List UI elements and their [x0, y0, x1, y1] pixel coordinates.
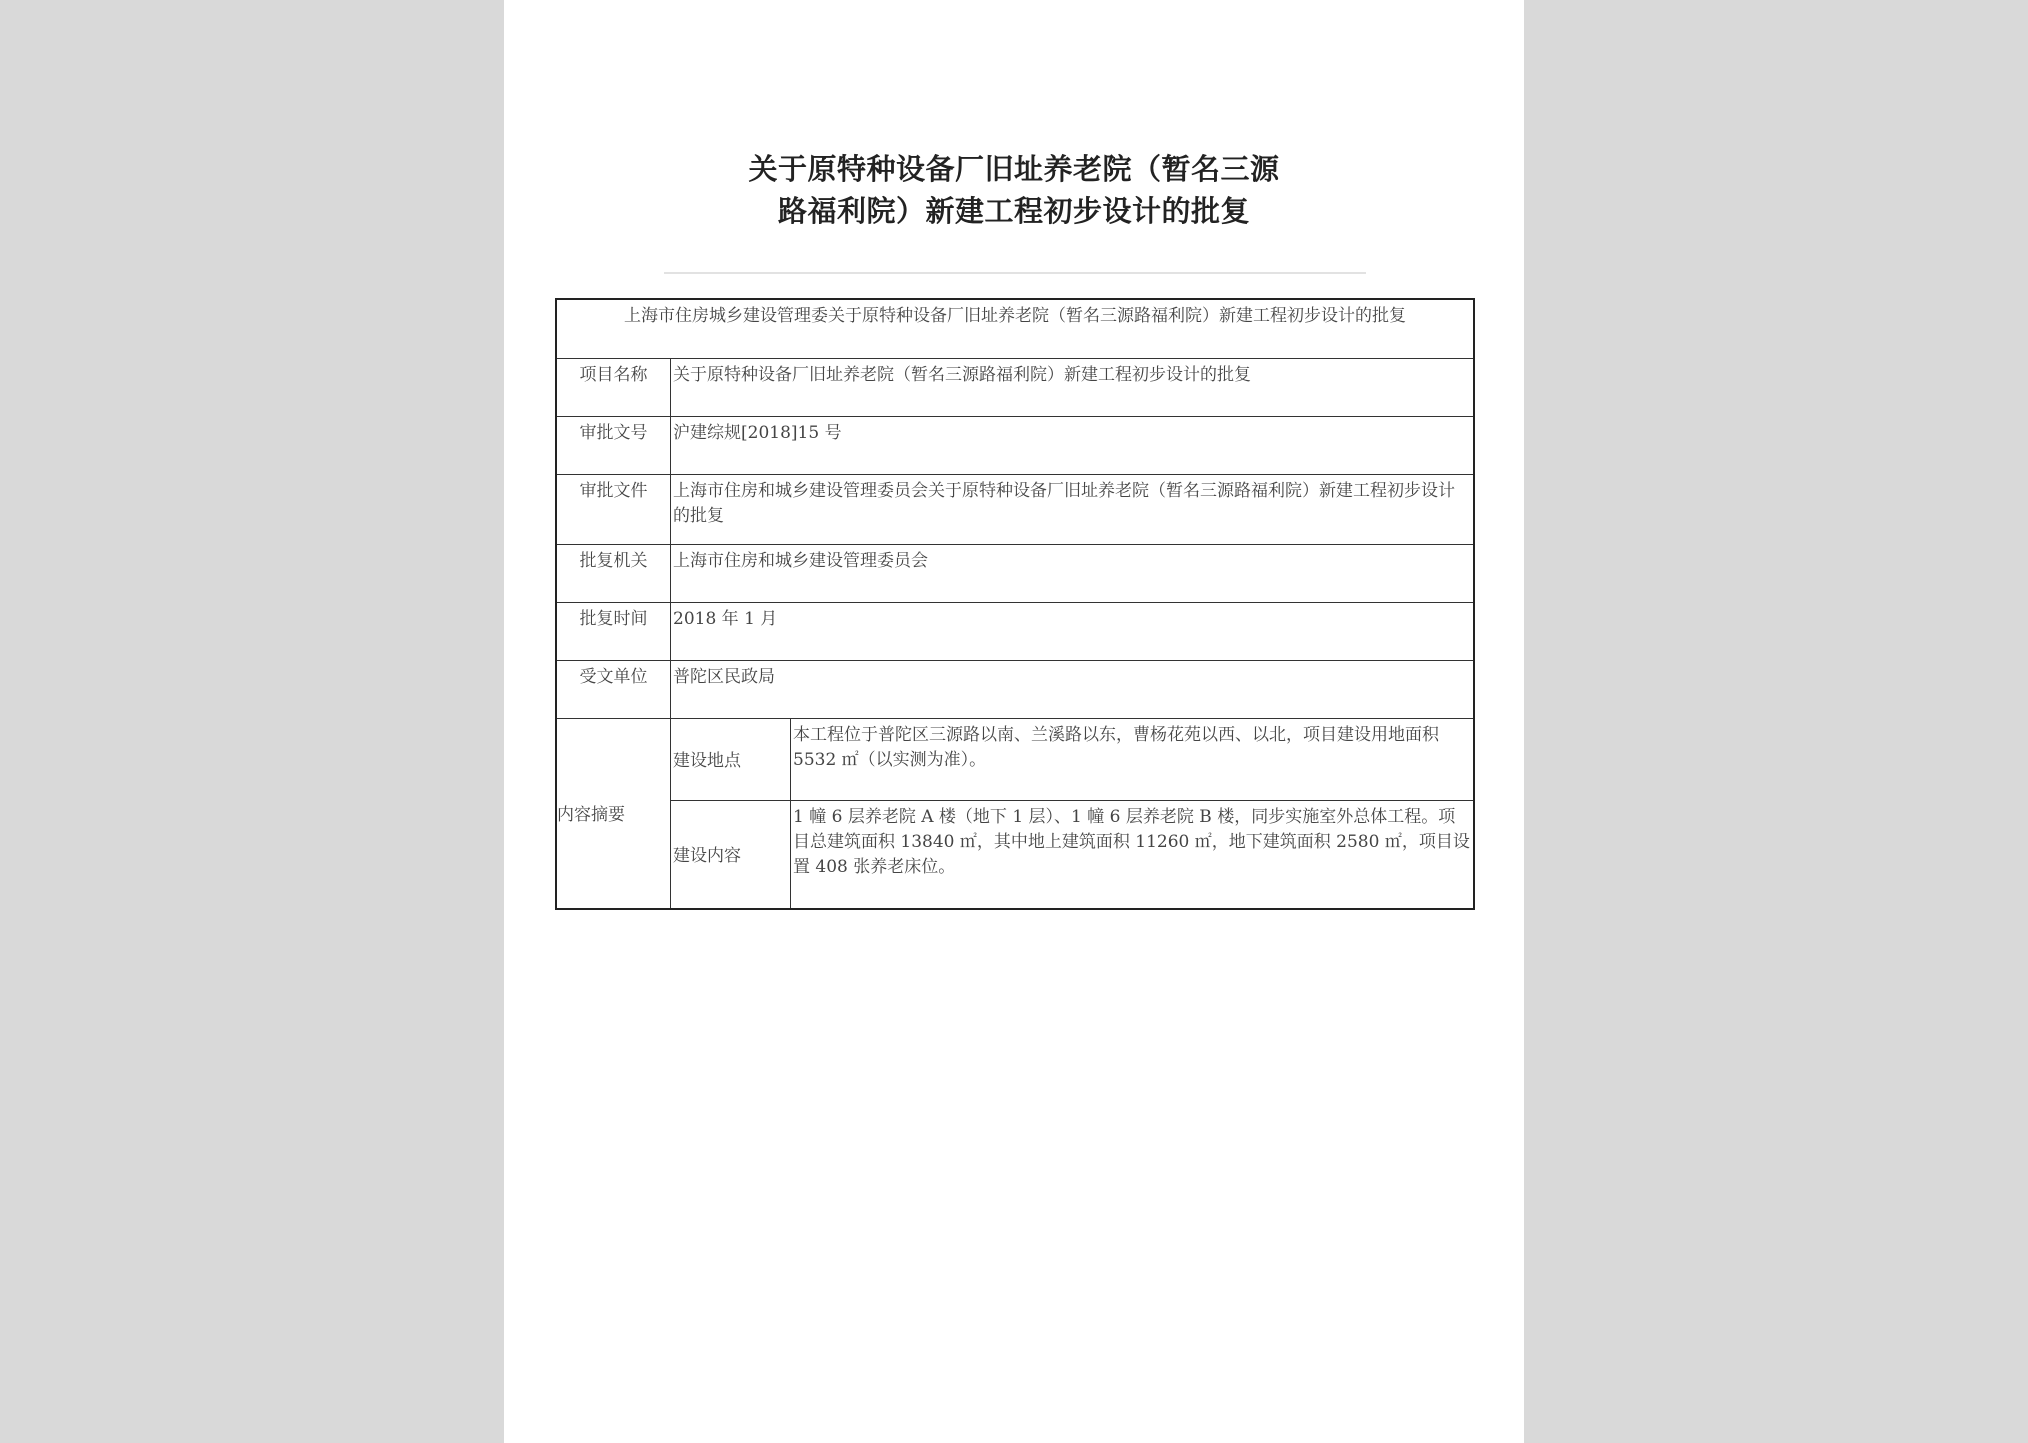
table-header-row	[556, 299, 1474, 359]
summary-label-location: 建设地点	[671, 719, 791, 801]
row-value-approval-number: 沪建综规[2018]15 号	[671, 417, 1475, 475]
summary-value-location: 本工程位于普陀区三源路以南、兰溪路以东，曹杨花苑以西、以北，项目建设用地面积 5532 ㎡（以实测为准）。	[791, 719, 1475, 801]
row-value-approving-authority: 上海市住房和城乡建设管理委员会	[671, 545, 1475, 603]
summary-group-label: 内容摘要	[556, 719, 671, 909]
summary-label-content: 建设内容	[671, 801, 791, 909]
table-header-cell: 上海市住房城乡建设管理委关于原特种设备厂旧址养老院（暂名三源路福利院）新建工程初步设计的批复	[556, 299, 1474, 359]
row-value-project-name: 关于原特种设备厂旧址养老院（暂名三源路福利院）新建工程初步设计的批复	[671, 359, 1475, 417]
row-value-approval-date: 2018 年 1 月	[671, 603, 1475, 661]
title-line-1: 关于原特种设备厂旧址养老院（暂名三源	[748, 152, 1280, 186]
table-row	[556, 603, 1474, 661]
document-page	[504, 0, 1524, 1443]
row-label-approval-date: 批复时间	[556, 603, 671, 661]
title-divider	[664, 272, 1366, 274]
table-row	[556, 719, 1474, 801]
title-line-2: 路福利院）新建工程初步设计的批复	[777, 194, 1250, 228]
table-row	[556, 417, 1474, 475]
approval-info-table	[555, 298, 1475, 910]
summary-value-content: 1 幢 6 层养老院 A 楼（地下 1 层）、1 幢 6 层养老院 B 楼，同步实施室外总体工程。项目总建筑面积 13840 ㎡，其中地上建筑面积 11260 ㎡，地下建筑面积 2580 ㎡，项目设置 408 张养老床位。	[791, 801, 1475, 909]
row-label-project-name: 项目名称	[556, 359, 671, 417]
table-row	[556, 359, 1474, 417]
row-label-approving-authority: 批复机关	[556, 545, 671, 603]
table-row	[556, 801, 1474, 909]
table-row	[556, 475, 1474, 545]
row-label-recipient: 受文单位	[556, 661, 671, 719]
document-title	[504, 148, 1524, 232]
table-row	[556, 661, 1474, 719]
row-value-approval-document: 上海市住房和城乡建设管理委员会关于原特种设备厂旧址养老院（暂名三源路福利院）新建工程初步设计的批复	[671, 475, 1475, 545]
row-value-recipient: 普陀区民政局	[671, 661, 1475, 719]
row-label-approval-document: 审批文件	[556, 475, 671, 545]
table-row	[556, 545, 1474, 603]
row-label-approval-number: 审批文号	[556, 417, 671, 475]
